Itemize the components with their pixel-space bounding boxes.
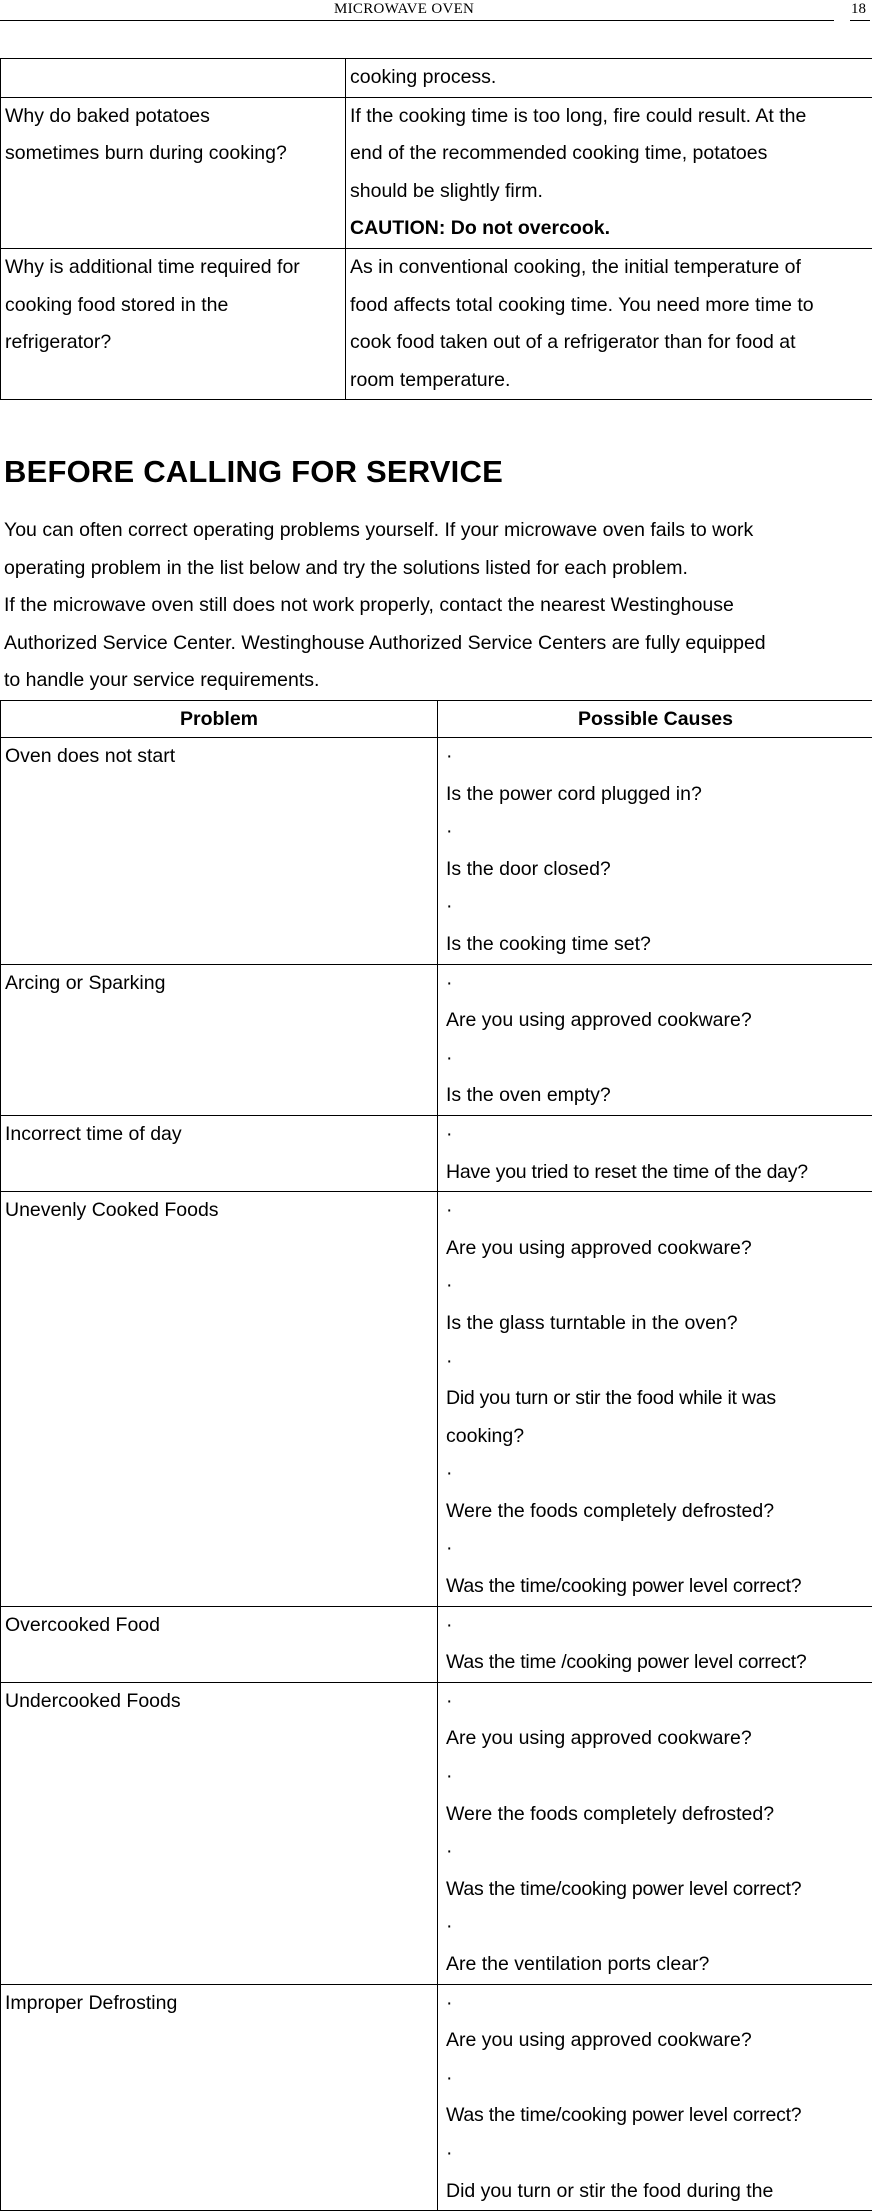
cause-item bbox=[446, 1683, 872, 1758]
cause-item bbox=[446, 1833, 872, 1908]
causes-cell bbox=[438, 738, 872, 965]
bullet-icon: · bbox=[446, 2060, 462, 2098]
causes-cell bbox=[438, 1192, 872, 1607]
intro-line: If the microwave oven still does not work properly, contact the nearest Westinghouse bbox=[4, 587, 870, 625]
cause-item bbox=[446, 888, 872, 963]
cause-text: Is the oven empty? bbox=[446, 1077, 872, 1115]
intro-line: to handle your service requirements. bbox=[4, 662, 870, 700]
bullet-icon: · bbox=[446, 738, 462, 776]
section-title: BEFORE CALLING FOR SERVICE bbox=[4, 452, 503, 492]
bullet-icon: · bbox=[446, 1267, 462, 1305]
intro-line: Authorized Service Center. Westinghouse Authorized Service Centers are fully equipped bbox=[4, 625, 870, 663]
column-header-problem: Problem bbox=[1, 701, 438, 738]
problem-cell: Arcing or Sparking bbox=[1, 964, 438, 1115]
service-table-header-row bbox=[1, 701, 872, 738]
bullet-icon: · bbox=[446, 1607, 462, 1645]
bullet-icon: · bbox=[446, 1908, 462, 1946]
cause-text: Was the time/cooking power level correct? bbox=[446, 2097, 872, 2135]
page-number-rule bbox=[850, 20, 870, 21]
cause-item bbox=[446, 1267, 872, 1342]
cause-text: Is the power cord plugged in? bbox=[446, 776, 872, 814]
cause-text: Have you tried to reset the time of the day? bbox=[446, 1154, 872, 1192]
bullet-icon: · bbox=[446, 888, 462, 926]
page-header bbox=[0, 0, 872, 26]
faq-answer-line: cook food taken out of a refrigerator than for food at bbox=[350, 324, 872, 362]
bullet-icon: · bbox=[446, 1455, 462, 1493]
header-rule bbox=[0, 20, 834, 21]
cause-item bbox=[446, 813, 872, 888]
cause-text: Is the door closed? bbox=[446, 851, 872, 889]
cause-item bbox=[446, 2060, 872, 2135]
cause-item bbox=[446, 1418, 872, 1456]
service-table-body bbox=[1, 738, 872, 2211]
cause-text: Are you using approved cookware? bbox=[446, 1230, 872, 1268]
cause-text: Was the time /cooking power level correct? bbox=[446, 1644, 872, 1682]
bullet-icon: · bbox=[446, 1758, 462, 1796]
bullet-icon: · bbox=[446, 965, 462, 1003]
cause-item bbox=[446, 738, 872, 813]
faq-question-cell bbox=[1, 248, 346, 399]
cause-text: cooking? bbox=[446, 1418, 872, 1456]
bullet-icon: · bbox=[446, 1040, 462, 1078]
faq-table bbox=[0, 58, 872, 400]
causes-cell bbox=[438, 964, 872, 1115]
cause-item bbox=[446, 1192, 872, 1267]
faq-row bbox=[1, 248, 872, 399]
problem-cell: Overcooked Food bbox=[1, 1606, 438, 1682]
cause-text: Are you using approved cookware? bbox=[446, 1720, 872, 1758]
cause-item bbox=[446, 1455, 872, 1530]
causes-cell bbox=[438, 1606, 872, 1682]
bullet-icon: · bbox=[446, 813, 462, 851]
faq-question-cell bbox=[1, 59, 346, 98]
service-table bbox=[0, 700, 872, 2211]
causes-cell bbox=[438, 1984, 872, 2211]
problem-cell: Improper Defrosting bbox=[1, 1984, 438, 2211]
problem-cell: Undercooked Foods bbox=[1, 1682, 438, 1984]
cause-item bbox=[446, 965, 872, 1040]
problem-row bbox=[1, 1115, 872, 1191]
faq-question-line: cooking food stored in the bbox=[5, 287, 345, 325]
bullet-icon: · bbox=[446, 1343, 462, 1381]
intro-line: operating problem in the list below and try the solutions listed for each problem. bbox=[4, 550, 870, 588]
bullet-icon: · bbox=[446, 1192, 462, 1230]
faq-answer-line: food affects total cooking time. You need more time to bbox=[350, 287, 872, 325]
cause-text: Did you turn or stir the food during the bbox=[446, 2173, 872, 2211]
faq-caution-text: CAUTION: Do not overcook. bbox=[350, 210, 872, 248]
cause-text: Are you using approved cookware? bbox=[446, 2022, 872, 2060]
cause-item bbox=[446, 1040, 872, 1115]
faq-answer-line: cooking process. bbox=[350, 59, 872, 97]
cause-text: Was the time/cooking power level correct? bbox=[446, 1568, 872, 1606]
bullet-icon: · bbox=[446, 2135, 462, 2173]
cause-text: Is the cooking time set? bbox=[446, 926, 872, 964]
intro-line: You can often correct operating problems yourself. If your microwave oven fails to work bbox=[4, 512, 870, 550]
cause-item bbox=[446, 2135, 872, 2210]
problem-cell: Incorrect time of day bbox=[1, 1115, 438, 1191]
cause-item bbox=[446, 1530, 872, 1605]
faq-answer-cell bbox=[346, 248, 872, 399]
problem-row bbox=[1, 964, 872, 1115]
cause-item bbox=[446, 1985, 872, 2060]
cause-text: Is the glass turntable in the oven? bbox=[446, 1305, 872, 1343]
page-number: 18 bbox=[851, 0, 866, 18]
problem-row bbox=[1, 1984, 872, 2211]
problem-row bbox=[1, 1192, 872, 1607]
faq-row bbox=[1, 97, 872, 248]
bullet-icon: · bbox=[446, 1530, 462, 1568]
faq-answer-cell bbox=[346, 59, 872, 98]
faq-answer-line: As in conventional cooking, the initial temperature of bbox=[350, 249, 872, 287]
cause-item bbox=[446, 1908, 872, 1983]
problem-cell: Unevenly Cooked Foods bbox=[1, 1192, 438, 1607]
bullet-icon: · bbox=[446, 1683, 462, 1721]
cause-item bbox=[446, 1607, 872, 1682]
faq-question-cell bbox=[1, 97, 346, 248]
faq-row bbox=[1, 59, 872, 98]
cause-text: Are the ventilation ports clear? bbox=[446, 1946, 872, 1984]
bullet-icon: · bbox=[446, 1833, 462, 1871]
faq-question-line: refrigerator? bbox=[5, 324, 345, 362]
problem-row bbox=[1, 1682, 872, 1984]
faq-answer-line: should be slightly firm. bbox=[350, 173, 872, 211]
cause-text: Are you using approved cookware? bbox=[446, 1002, 872, 1040]
cause-item bbox=[446, 1758, 872, 1833]
cause-item bbox=[446, 1343, 872, 1418]
faq-question-line: sometimes burn during cooking? bbox=[5, 135, 345, 173]
cause-text: Were the foods completely defrosted? bbox=[446, 1796, 872, 1834]
bullet-icon: · bbox=[446, 1985, 462, 2023]
faq-answer-line: If the cooking time is too long, fire could result. At the bbox=[350, 98, 872, 136]
faq-question-line: Why is additional time required for bbox=[5, 249, 345, 287]
faq-table-body bbox=[1, 59, 872, 400]
header-title: MICROWAVE OVEN bbox=[334, 0, 474, 18]
problem-cell: Oven does not start bbox=[1, 738, 438, 965]
problem-row bbox=[1, 738, 872, 965]
intro-paragraph bbox=[4, 512, 870, 700]
cause-item bbox=[446, 1116, 872, 1191]
faq-answer-cell bbox=[346, 97, 872, 248]
problem-row bbox=[1, 1606, 872, 1682]
faq-question-line: Why do baked potatoes bbox=[5, 98, 345, 136]
cause-text: Were the foods completely defrosted? bbox=[446, 1493, 872, 1531]
cause-text: Did you turn or stir the food while it was bbox=[446, 1380, 872, 1418]
causes-cell bbox=[438, 1115, 872, 1191]
faq-answer-line: room temperature. bbox=[350, 362, 872, 400]
cause-text: Was the time/cooking power level correct? bbox=[446, 1871, 872, 1909]
causes-cell bbox=[438, 1682, 872, 1984]
column-header-possible-causes: Possible Causes bbox=[438, 701, 872, 738]
bullet-icon: · bbox=[446, 1116, 462, 1154]
faq-answer-line: end of the recommended cooking time, potatoes bbox=[350, 135, 872, 173]
